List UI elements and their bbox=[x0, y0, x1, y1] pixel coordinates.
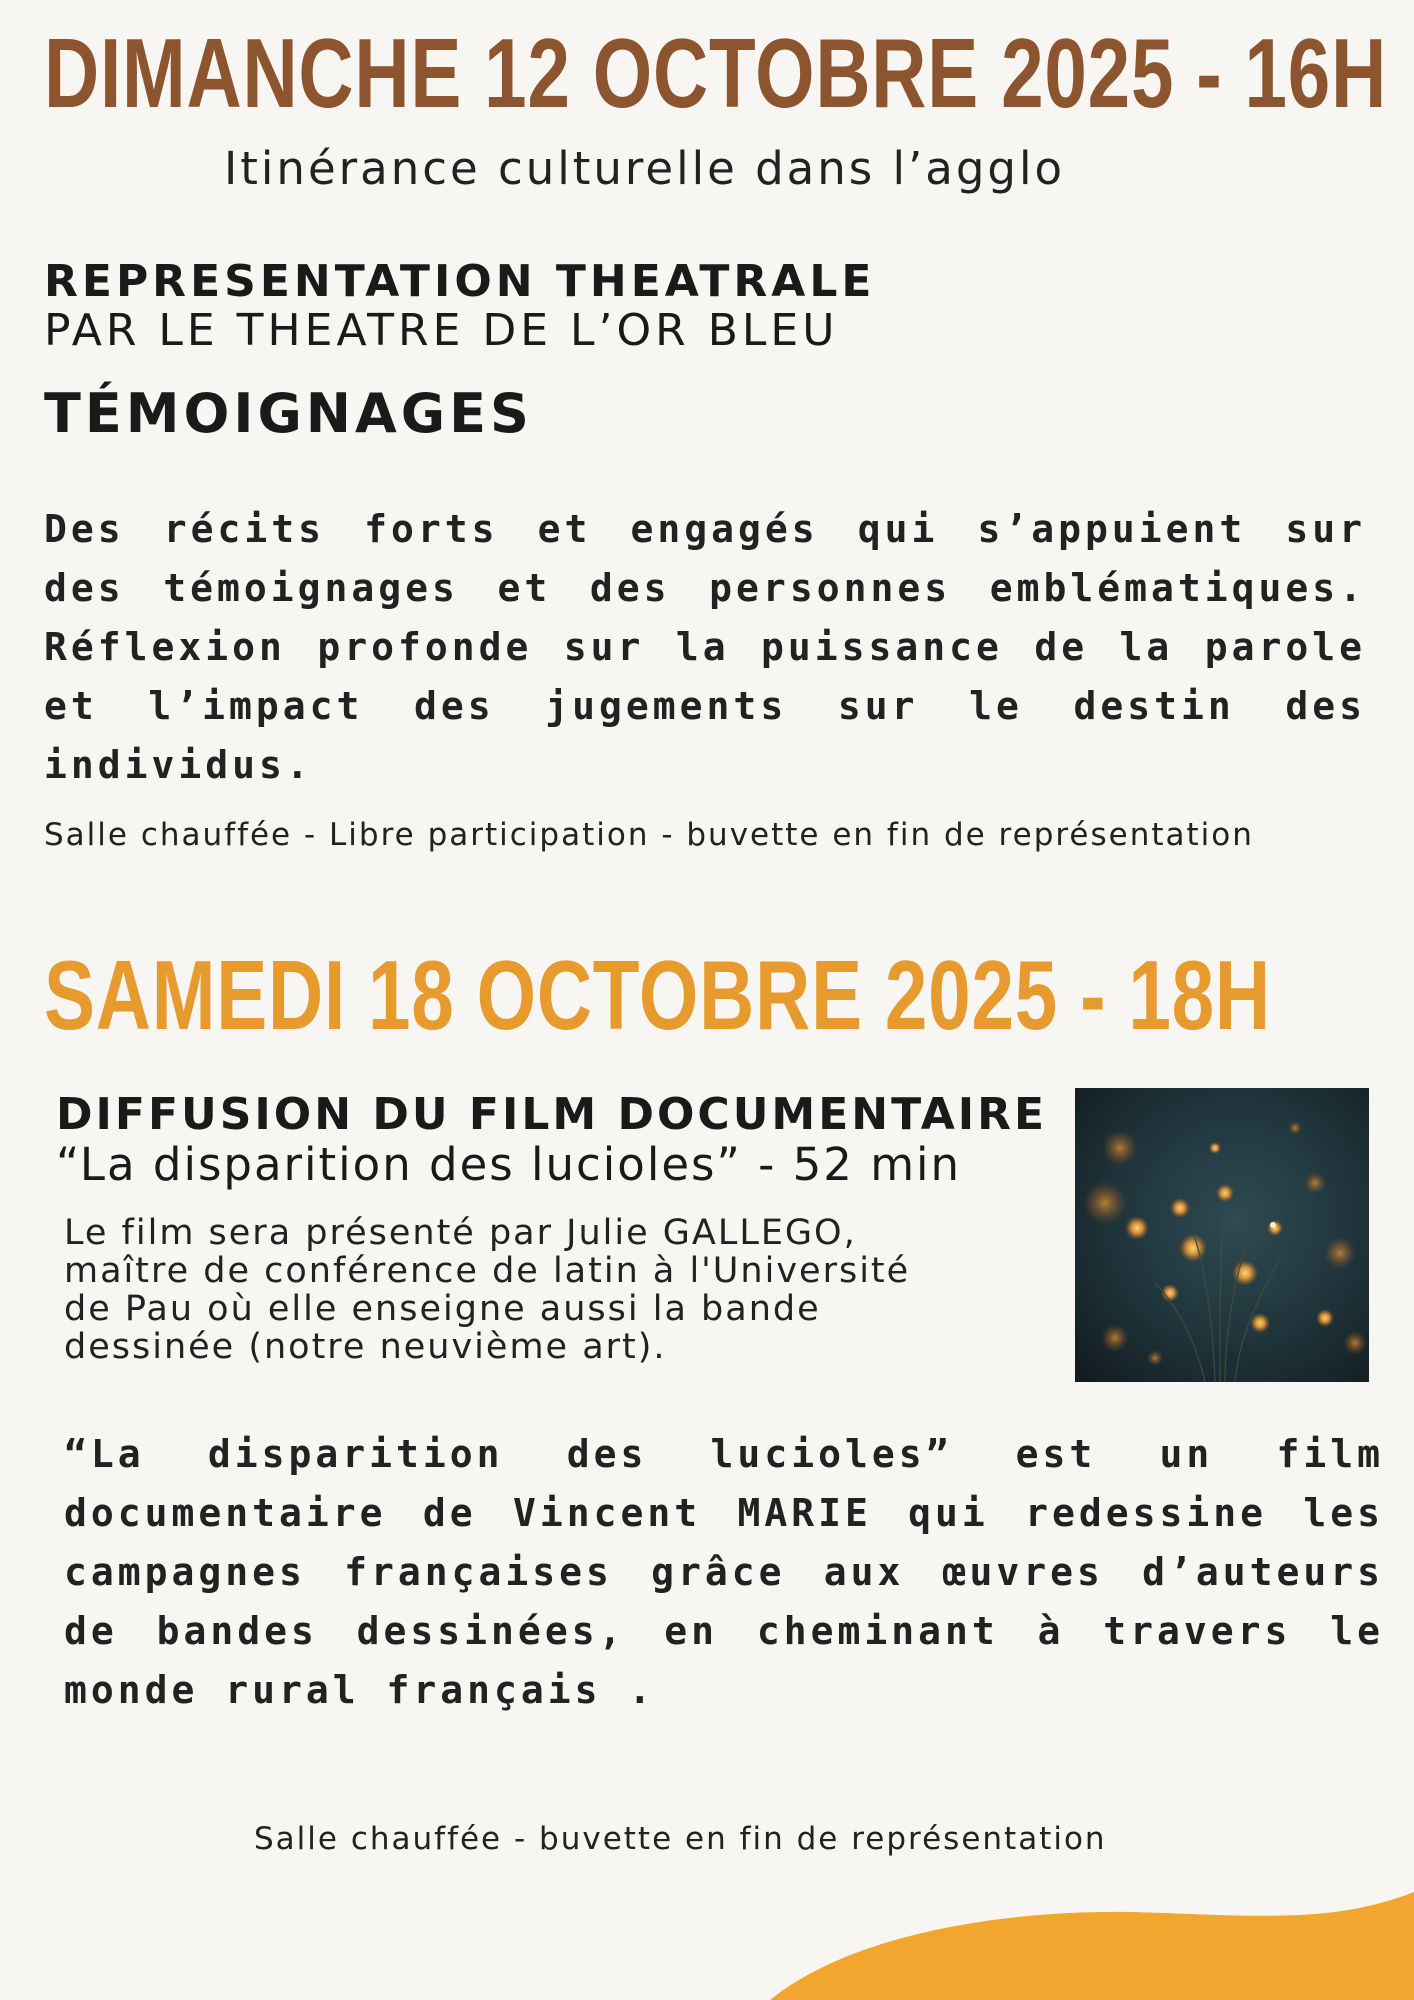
event1-practical-info: Salle chauffée - Libre participation - buvette en fin de représentation bbox=[44, 817, 1254, 853]
presenter-line: Le film sera présenté par Julie GALLEGO, bbox=[64, 1213, 857, 1253]
presenter-line: dessinée (notre neuvième art). bbox=[64, 1327, 667, 1367]
event2-date-heading: SAMEDI 18 OCTOBRE 2025 - 18H bbox=[44, 940, 1271, 1050]
event1-title: REPRESENTATION THEATRALE bbox=[44, 256, 876, 307]
fireflies-photo bbox=[1075, 1088, 1369, 1382]
presenter-line: maître de conférence de latin à l'Université bbox=[64, 1251, 911, 1291]
event1-company: PAR LE THEATRE DE L’OR BLEU bbox=[44, 305, 839, 356]
presenter-line: de Pau où elle enseigne aussi la bande bbox=[64, 1289, 821, 1329]
event2-title: DIFFUSION DU FILM DOCUMENTAIRE bbox=[56, 1089, 1048, 1140]
event1-subtitle: Itinérance culturelle dans l’agglo bbox=[224, 142, 1066, 195]
event1-show-name: TÉMOIGNAGES bbox=[44, 382, 533, 445]
event1-description: Des récits forts et engagés qui s’appuient sur des témoignages et des personnes emblématiques. Réflexion profonde sur la puissance de la parole et l’impact des jugements sur le destin des individus. bbox=[44, 507, 1366, 787]
event1-date-heading: DIMANCHE 12 OCTOBRE 2025 - 16H bbox=[44, 18, 1388, 128]
event2-presenter-text bbox=[64, 1214, 1024, 1366]
event2-practical-info: Salle chauffée - buvette en fin de représentation bbox=[254, 1821, 1107, 1857]
event2-film-title: “La disparition des lucioles” - 52 min bbox=[56, 1138, 962, 1191]
event2-description: “La disparition des lucioles” est un film documentaire de Vincent MARIE qui redessine les campagnes françaises grâce aux œuvres d’auteurs de bandes dessinées, en cheminant à travers le monde rural français . bbox=[64, 1432, 1384, 1712]
